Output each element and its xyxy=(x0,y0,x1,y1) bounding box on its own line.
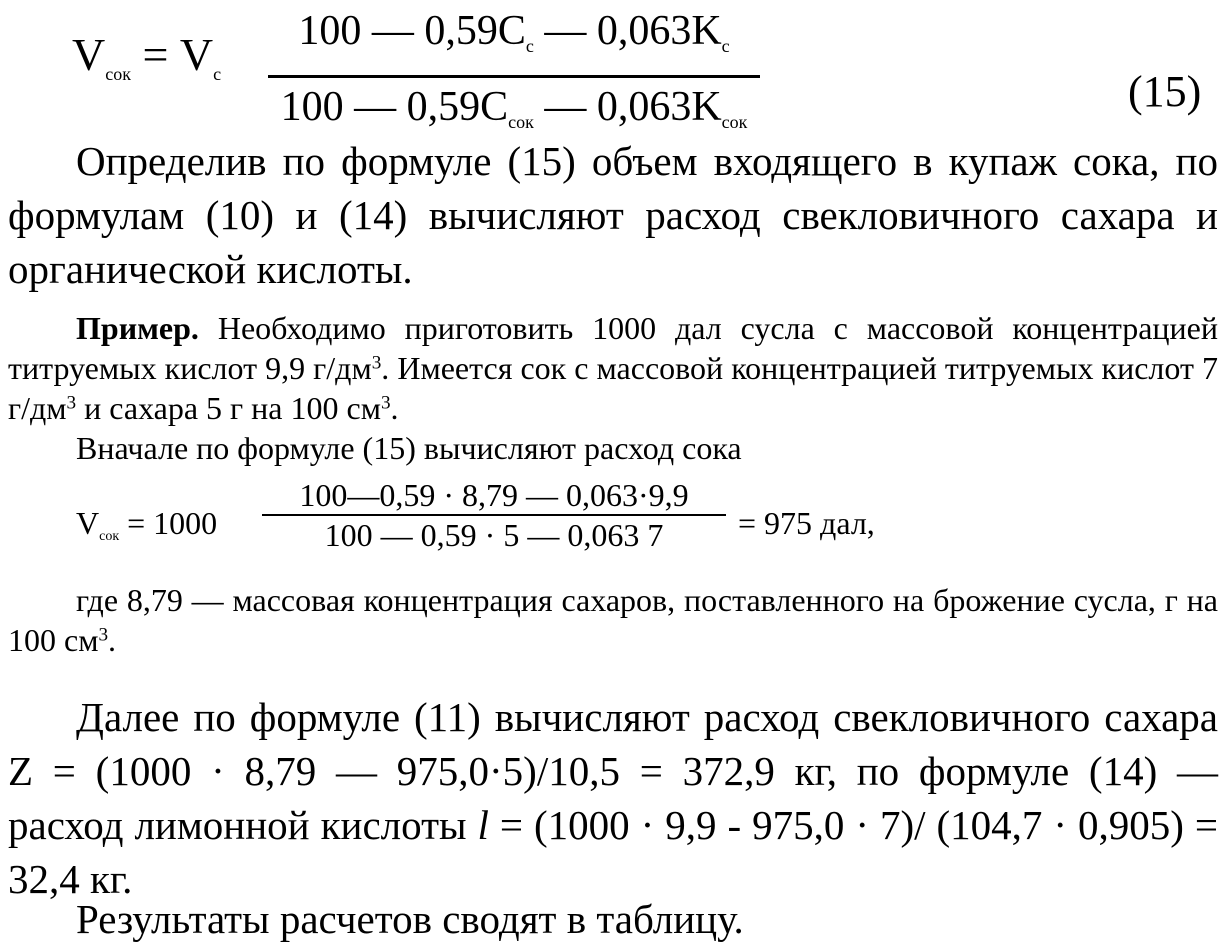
paragraph-1-text: Определив по формуле (15) объем входящего в купаж сока, по формулам (10) и (14) вычисляют расход свекловичного сахара и органической кислоты. xyxy=(8,138,1218,292)
paragraph-1 xyxy=(8,134,1218,296)
paragraph-2-text-a: Далее по формуле (11) вычисляют расход свекловичного сахара Z = (1000 · 8,79 — 975,0·5)/10,5 = 372,9 кг, по формуле (14) — расход лимонной кислоты xyxy=(8,694,1218,848)
example-sup-c: 3 xyxy=(380,392,391,414)
formula-15-v: V xyxy=(72,29,106,80)
where-end: . xyxy=(108,622,117,658)
den-sub-b: сок xyxy=(721,112,748,132)
num-part-a: 100 — 0,59C xyxy=(298,8,526,54)
formula-15-eq-sub: c xyxy=(213,64,222,84)
den-part-a: 100 — 0,59C xyxy=(280,84,509,130)
example-formula-fraction xyxy=(262,478,726,552)
example-formula-rest: = 1000 xyxy=(119,505,218,541)
paragraph-2-text-b: = (1000 · 9,9 - 975,0 · 7)/ (104,7 · 0,905) = 32,4 кг. xyxy=(8,802,1218,902)
example-formula-lhs xyxy=(76,505,217,545)
example-block xyxy=(8,308,1218,428)
example-text-d: . xyxy=(390,390,399,426)
where-text: где 8,79 — массовая концентрация сахаров, поставленного на брожение сусла, г на 100 см xyxy=(8,582,1218,658)
num-sub-b: c xyxy=(721,36,730,56)
example-sup-a: 3 xyxy=(371,352,382,374)
example-text-c: и сахара 5 г на 100 см xyxy=(76,390,381,426)
example-text-a: Необходимо приготовить 1000 дал сусла с массовой концентрацией титруемых кислот 9,9 г/дм xyxy=(8,310,1218,386)
paragraph-2-italic: l xyxy=(477,802,489,848)
num-sub-a: c xyxy=(525,36,534,56)
example-formula-denominator: 100 — 0,59 · 5 — 0,063 7 xyxy=(324,517,664,553)
example-formula-v: V xyxy=(76,505,100,541)
paragraph-3 xyxy=(8,892,744,946)
example-line-2: Вначале по формуле (15) вычисляют расход сока xyxy=(76,430,742,466)
formula-15-fraction xyxy=(268,8,760,145)
example-fraction-bar xyxy=(262,514,726,516)
formula-15-numerator xyxy=(268,8,760,75)
num-part-b: — 0,063K xyxy=(533,8,722,54)
paragraph-3-text: Результаты расчетов сводят в таблицу. xyxy=(76,896,744,942)
example-formula-result: = 975 дал, xyxy=(738,505,875,541)
example-heading: Пример. xyxy=(76,310,199,346)
den-part-b: — 0,063K xyxy=(533,84,722,130)
where-sup: 3 xyxy=(98,624,109,646)
where-clause xyxy=(8,580,1218,660)
example-formula-v-sub: сок xyxy=(99,529,120,544)
den-sub-a: сок xyxy=(508,112,534,132)
paragraph-2 xyxy=(8,690,1218,906)
example-formula-numerator: 100—0,59 · 8,79 — 0,063·9,9 xyxy=(299,477,689,513)
formula-15-eq: = V xyxy=(142,29,214,80)
example-sup-b: 3 xyxy=(66,392,77,414)
equation-number: (15) xyxy=(1128,67,1202,116)
example-text-b: . Имеется сок с массовой концентрацией титруемых кислот 7 г/дм xyxy=(8,350,1219,426)
formula-15-v-sub: сок xyxy=(105,64,131,84)
formula-15-lhs xyxy=(72,28,221,85)
